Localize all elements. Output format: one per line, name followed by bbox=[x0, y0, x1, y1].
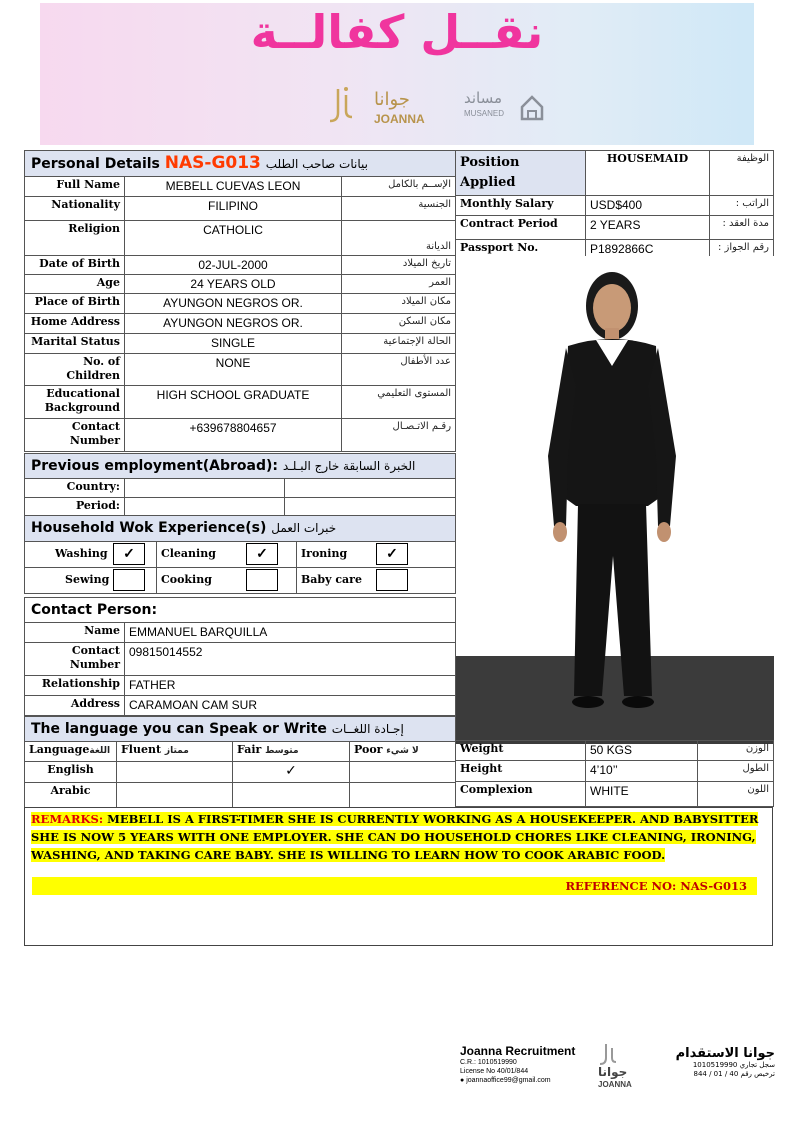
english-fair: ✓ bbox=[233, 762, 350, 783]
address-label-ar: مكان السكن bbox=[342, 314, 456, 334]
full-name-value: MEBELL CUEVAS LEON bbox=[125, 177, 342, 197]
sewing-checkbox bbox=[113, 569, 145, 591]
col-language-ar: اللغة bbox=[89, 746, 111, 756]
footer-logo-ar: جوانا bbox=[598, 1065, 628, 1079]
babycare-label: Baby care bbox=[301, 573, 362, 586]
personal-details-title: Personal Details bbox=[31, 156, 160, 172]
english-label: English bbox=[25, 762, 117, 783]
col-fluent-ar: ممتاز bbox=[164, 746, 189, 756]
english-poor bbox=[350, 762, 456, 783]
contract-period-value: 2 YEARS bbox=[586, 216, 710, 240]
height-value: 4’10’’ bbox=[586, 761, 698, 782]
dob-value: 02-JUL-2000 bbox=[125, 256, 342, 275]
period-value-2 bbox=[285, 498, 456, 517]
sewing-cell bbox=[25, 568, 157, 594]
ironing-cell bbox=[297, 542, 456, 568]
position-label: Position Applied bbox=[456, 151, 586, 196]
joanna-logo-en: JOANNA bbox=[374, 112, 425, 126]
footer-logo-en: JOANNA bbox=[598, 1080, 632, 1089]
footer-arabic-block bbox=[675, 1046, 775, 1079]
children-label: No. of Children bbox=[25, 354, 125, 386]
passport-value: P1892866C bbox=[586, 240, 710, 275]
religion-value: CATHOLIC bbox=[125, 221, 342, 256]
weight-label: Weight bbox=[456, 741, 586, 761]
cp-name-label: Name bbox=[25, 623, 125, 643]
footer-email: joannaoffice99@gmail.com bbox=[466, 1077, 551, 1084]
contract-period-label: Contract Period bbox=[456, 216, 586, 240]
weight-label-ar: الوزن bbox=[698, 741, 774, 761]
cp-contact-label: Contact Number bbox=[25, 643, 125, 676]
address-value: AYUNGON NEGROS OR. bbox=[125, 314, 342, 334]
household-experience-table bbox=[24, 515, 456, 594]
header-banner bbox=[40, 3, 754, 145]
contact-person-table bbox=[24, 597, 456, 716]
household-title: Household Wok Experience(s) bbox=[31, 520, 267, 536]
ironing-label: Ironing bbox=[301, 547, 348, 560]
babycare-cell bbox=[297, 568, 456, 594]
marital-value: SINGLE bbox=[125, 334, 342, 354]
email-icon: ● bbox=[460, 1077, 465, 1084]
col-fluent-header bbox=[117, 742, 233, 762]
footer-cr: C.R.: 1010519990 bbox=[460, 1059, 517, 1066]
applicant-photo bbox=[456, 256, 774, 744]
education-value: HIGH SCHOOL GRADUATE bbox=[125, 386, 342, 419]
salary-value: USD$400 bbox=[586, 196, 710, 216]
cp-relationship-value: FATHER bbox=[125, 676, 456, 696]
footer-email-row bbox=[460, 1076, 595, 1085]
arabic-fluent bbox=[117, 783, 233, 808]
english-fluent bbox=[117, 762, 233, 783]
washing-checkbox: ✓ bbox=[113, 543, 145, 565]
contract-period-label-ar: مدة العقد : bbox=[710, 216, 774, 240]
pob-value: AYUNGON NEGROS OR. bbox=[125, 294, 342, 314]
age-label: Age bbox=[25, 275, 125, 294]
period-value bbox=[125, 498, 285, 517]
joanna-logo-ar: جوانا bbox=[374, 89, 410, 110]
col-language: Language bbox=[29, 743, 90, 756]
cooking-label: Cooking bbox=[161, 573, 212, 586]
col-poor: Poor bbox=[354, 743, 383, 756]
cooking-cell bbox=[157, 568, 297, 594]
country-label: Country: bbox=[25, 479, 125, 498]
banner-title: نقــل كفالــة bbox=[250, 5, 544, 59]
period-label: Period: bbox=[25, 498, 125, 517]
musaned-logo bbox=[460, 81, 560, 129]
position-value: HOUSEMAID bbox=[586, 151, 710, 196]
footer-license: License No 40/01/844 bbox=[460, 1068, 529, 1075]
language-header bbox=[25, 717, 456, 742]
complexion-value: WHITE bbox=[586, 782, 698, 807]
arabic-poor bbox=[350, 783, 456, 808]
remarks-label: REMARKS: bbox=[31, 812, 104, 826]
language-table bbox=[24, 716, 456, 808]
salary-label: Monthly Salary bbox=[456, 196, 586, 216]
col-fair-ar: متوسط bbox=[265, 746, 299, 756]
remarks-text: MEBELL IS A FIRST-TIMER SHE IS CURRENTLY WORKING AS A HOUSEKEEPER. AND BABYSITTER SHE IS NOW 5 YEARS WITH ONE EMPLOYER. SHE CAN DO HOUSEHOLD CHORES LIKE CLEANING, IRONING, WASHING, AND TAKING CARE BABY. SHE IS WILLING TO LEARN HOW TO COOK ARABIC FOOD. bbox=[31, 812, 759, 862]
cp-address-value: CARAMOAN CAM SUR bbox=[125, 696, 456, 716]
cooking-checkbox bbox=[246, 569, 278, 591]
religion-label: Religion bbox=[25, 221, 125, 256]
previous-employment-header bbox=[25, 454, 456, 479]
nationality-label-ar: الجنسية bbox=[342, 197, 456, 221]
contact-number-label-ar: رقـم الاتـصـال bbox=[342, 419, 456, 452]
cp-relationship-label: Relationship bbox=[25, 676, 125, 696]
cp-address-label: Address bbox=[25, 696, 125, 716]
arabic-label: Arabic bbox=[25, 783, 117, 808]
personal-details-header bbox=[25, 151, 456, 177]
footer-ar-license: ترخيص رقم 40 / 01 / 844 bbox=[693, 1070, 775, 1078]
marital-label-ar: الحالة الإجتماعية bbox=[342, 334, 456, 354]
age-value: 24 YEARS OLD bbox=[125, 275, 342, 294]
nationality-value: FILIPINO bbox=[125, 197, 342, 221]
religion-label-ar: الديانة bbox=[342, 221, 456, 256]
col-language-header bbox=[25, 742, 117, 762]
passport-label-ar: رقم الجواز : bbox=[710, 240, 774, 275]
contact-number-label: Contact Number bbox=[25, 419, 125, 452]
education-label-ar: المستوى التعليمي bbox=[342, 386, 456, 419]
education-label: Educational Background bbox=[25, 386, 125, 419]
col-fair: Fair bbox=[237, 743, 262, 756]
musaned-logo-ar: مساند bbox=[464, 89, 503, 107]
age-label-ar: العمر bbox=[342, 275, 456, 294]
height-label: Height bbox=[456, 761, 586, 782]
contact-number-value: +639678804657 bbox=[125, 419, 342, 452]
household-header bbox=[25, 516, 456, 542]
previous-employment-title: Previous employment(Abroad): bbox=[31, 458, 279, 474]
washing-label: Washing bbox=[55, 547, 108, 560]
personal-details-title-ar: بيانات صاحب الطلب bbox=[265, 157, 368, 171]
dob-label-ar: تاريخ الميلاد bbox=[342, 256, 456, 275]
country-value-2 bbox=[285, 479, 456, 498]
col-poor-ar: لا شيء bbox=[386, 746, 419, 756]
contact-person-title: Contact Person: bbox=[31, 602, 158, 618]
household-title-ar: خبرات العمل bbox=[271, 521, 337, 535]
nationality-label: Nationality bbox=[25, 197, 125, 221]
sewing-label: Sewing bbox=[65, 573, 110, 586]
position-label-ar: الوظيفة bbox=[710, 151, 774, 196]
cleaning-checkbox: ✓ bbox=[246, 543, 278, 565]
salary-label-ar: الراتب : bbox=[710, 196, 774, 216]
cleaning-cell bbox=[157, 542, 297, 568]
joanna-logo bbox=[328, 81, 458, 129]
musaned-logo-en: MUSANED bbox=[464, 109, 505, 118]
passport-label: Passport No. bbox=[456, 240, 586, 275]
previous-employment-table bbox=[24, 453, 456, 517]
full-name-label: Full Name bbox=[25, 177, 125, 197]
col-fair-header bbox=[233, 742, 350, 762]
address-label: Home Address bbox=[25, 314, 125, 334]
height-label-ar: الطول bbox=[698, 761, 774, 782]
washing-cell bbox=[25, 542, 157, 568]
remarks-text-block bbox=[31, 810, 766, 864]
country-value bbox=[125, 479, 285, 498]
ironing-checkbox: ✓ bbox=[376, 543, 408, 565]
language-title: The language you can Speak or Write bbox=[31, 721, 327, 737]
footer-company-name: Joanna Recruitment bbox=[460, 1044, 576, 1058]
applicant-code: NAS-G013 bbox=[164, 153, 261, 173]
complexion-label: Complexion bbox=[456, 782, 586, 807]
footer-ar-cr: سجل تجاري 1010519990 bbox=[692, 1061, 775, 1069]
arabic-fair bbox=[233, 783, 350, 808]
marital-label: Marital Status bbox=[25, 334, 125, 354]
children-value: NONE bbox=[125, 354, 342, 386]
contact-person-header bbox=[25, 598, 456, 623]
babycare-checkbox bbox=[376, 569, 408, 591]
pob-label-ar: مكان الميلاد bbox=[342, 294, 456, 314]
pob-label: Place of Birth bbox=[25, 294, 125, 314]
footer-company-block bbox=[460, 1044, 595, 1085]
cleaning-label: Cleaning bbox=[161, 547, 216, 560]
language-title-ar: إجـادة اللغــات bbox=[331, 722, 404, 736]
physical-table bbox=[455, 740, 774, 807]
previous-employment-title-ar: الخبرة السابقة خارج البـلـد bbox=[282, 459, 416, 473]
col-poor-header bbox=[350, 742, 456, 762]
complexion-label-ar: اللون bbox=[698, 782, 774, 807]
reference-number: REFERENCE NO: NAS-G013 bbox=[32, 877, 757, 895]
full-name-label-ar: الإســم بالكامل bbox=[342, 177, 456, 197]
footer-ar-title: جوانا الاستقدام bbox=[675, 1046, 775, 1061]
personal-details-table bbox=[24, 150, 456, 452]
weight-value: 50 KGS bbox=[586, 741, 698, 761]
dob-label: Date of Birth bbox=[25, 256, 125, 275]
cp-contact-value: 09815014552 bbox=[125, 643, 456, 676]
cp-name-value: EMMANUEL BARQUILLA bbox=[125, 623, 456, 643]
footer-joanna-logo bbox=[594, 1040, 644, 1090]
col-fluent: Fluent bbox=[121, 743, 162, 756]
children-label-ar: عدد الأطفال bbox=[342, 354, 456, 386]
